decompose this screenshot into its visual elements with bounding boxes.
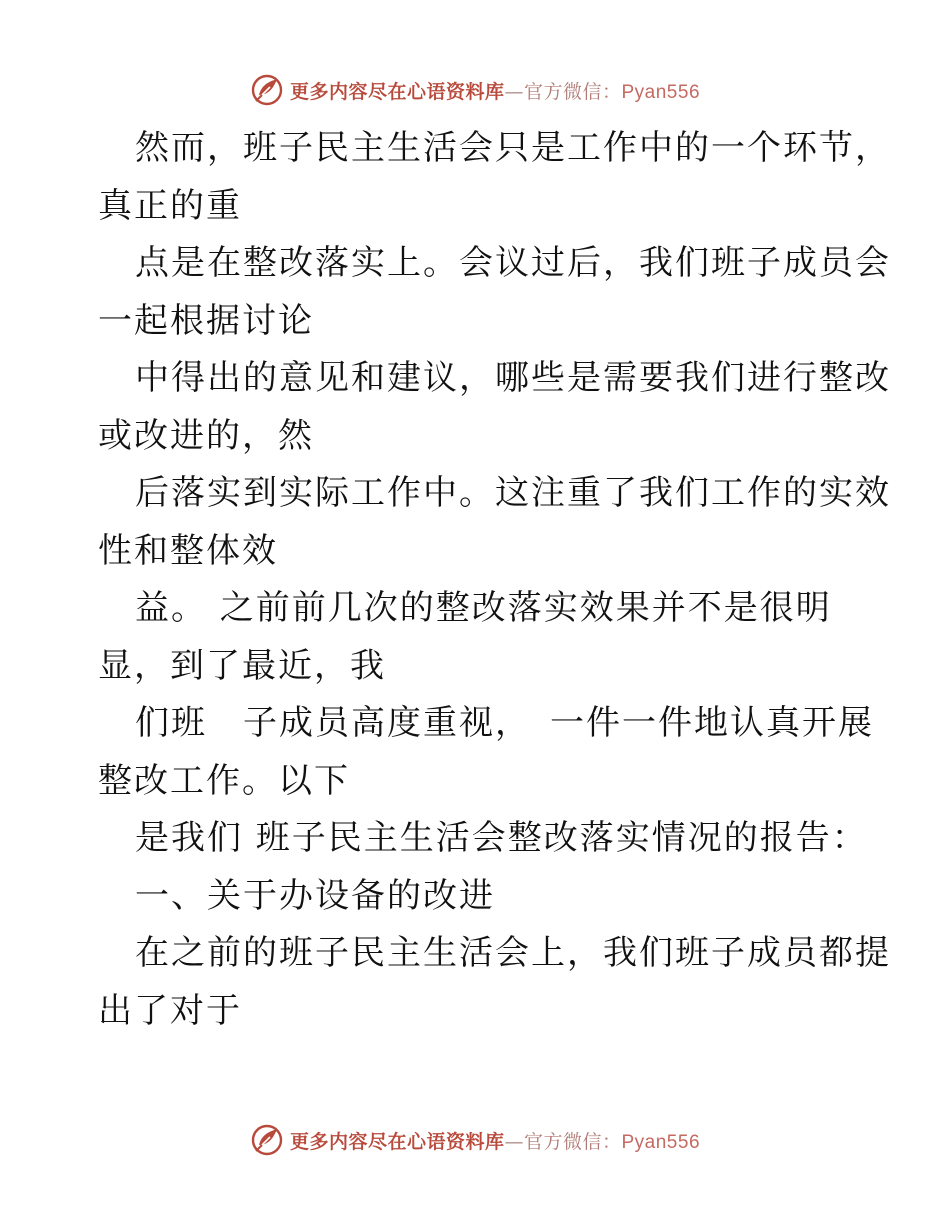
body-line: 后落实到实际工作中。这注重了我们工作的实效 [135,473,891,513]
section-heading: 一、关于办设备的改进 [135,875,495,916]
footer-banner-wechat-id: Pyan556 [621,1131,701,1153]
footer-banner-separator: — [504,1130,524,1153]
body-line: 性和整体效 [98,530,278,571]
body-line: 益。 之前前几次的整改落实效果并不是很明 [135,588,832,628]
leaf-logo-icon [250,1123,284,1157]
body-line: 点是在整改落实上。会议过后，我们班子成员会 [135,243,891,283]
footer-banner [0,1120,950,1160]
leaf-logo-icon [250,73,284,107]
body-line: 们班 子成员高度重视， 一件一件地认真开展 [135,703,874,743]
header-banner-separator: — [504,80,524,103]
header-banner-wechat-label: 官方微信： [523,80,622,103]
body-line: 中得出的意见和建议，哪些是需要我们进行整改 [135,358,891,398]
body-line: 显，到了最近，我 [98,645,386,686]
footer-banner-lead: 更多内容尽在心语资料库 [289,1130,505,1153]
header-banner-lead: 更多内容尽在心语资料库 [289,80,505,103]
body-line: 整改工作。以下 [98,760,350,801]
header-banner [0,70,950,110]
body-line: 出了对于 [98,990,242,1031]
footer-banner-wechat-label: 官方微信： [523,1130,622,1153]
document-body [98,120,891,1040]
body-line: 在之前的班子民主生活会上，我们班子成员都提 [135,933,891,973]
footer-banner-text [290,1127,700,1154]
header-banner-text [290,77,700,104]
body-line: 或改进的，然 [98,415,314,456]
header-banner-wechat-id: Pyan556 [621,81,701,103]
body-line: 真正的重 [98,185,242,226]
body-line: 然而，班子民主生活会只是工作中的一个环节， [135,128,891,168]
body-line: 一起根据讨论 [98,300,314,341]
body-line: 是我们 班子民主生活会整改落实情况的报告： [135,818,868,858]
